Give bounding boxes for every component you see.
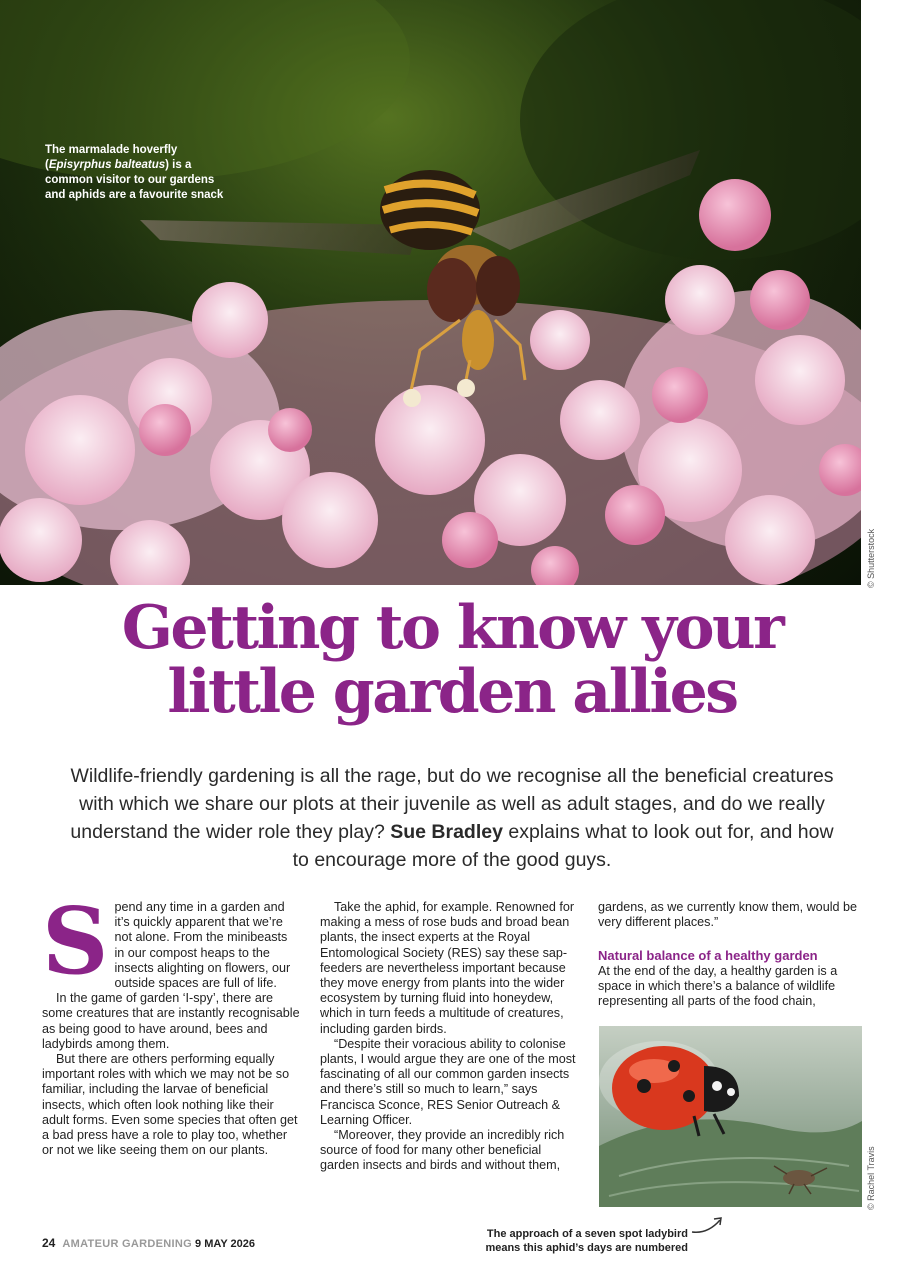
paragraph: gardens, as we currently know them, would be very different places.” bbox=[598, 900, 858, 930]
paragraph: At the end of the day, a healthy garden is a space in which there’s a balance of wildlife representing all parts of the food chain, bbox=[598, 963, 838, 1009]
author-name: Sue Bradley bbox=[390, 821, 503, 843]
hoverfly-illustration bbox=[0, 0, 861, 585]
page-footer bbox=[42, 1236, 255, 1250]
body-column-3 bbox=[598, 900, 863, 1009]
ladybird-photo-credit: © Rachel Travis bbox=[866, 1146, 876, 1210]
paragraph: Take the aphid, for example. Renowned for making a mess of rose buds and broad bean plants, the insect experts at the Royal Entomological Society (RES) say these sap-feeders are nevertheless important because they move energy from plants into the wider ecosystem by turning fluid into honeydew, which in turn feeds a multitude of creatures, including garden birds. bbox=[320, 900, 575, 1036]
subheading: Natural balance of a healthy garden bbox=[598, 948, 818, 964]
paragraph: Spend any time in a garden and it’s quickly apparent that we’re not alone. From the minibeasts in our compost heaps to the insects alighting on flowers, our outside spaces are full of life. bbox=[42, 887, 291, 995]
title-line: Getting to know your bbox=[121, 593, 783, 663]
paragraph: “Moreover, they provide an incredibly rich source of food for many other beneficial garden insects and birds and without them, bbox=[320, 1128, 565, 1173]
drop-cap: S bbox=[42, 887, 109, 995]
page-number: 24 bbox=[42, 1236, 56, 1250]
title-line: little garden allies bbox=[167, 657, 737, 727]
paragraph: In the game of garden ‘I-spy’, there are some creatures that are instantly recognisable as being good to have around, bees and ladybirds among them. bbox=[42, 991, 300, 1051]
ladybird-illustration bbox=[599, 1026, 862, 1207]
hero-caption-line: common visitor to our gardens bbox=[45, 174, 215, 186]
magazine-name: AMATEUR GARDENING bbox=[62, 1238, 192, 1250]
caption-line: means this aphid’s days are numbered bbox=[485, 1242, 688, 1254]
hero-caption-line: The marmalade hoverfly bbox=[45, 144, 178, 156]
ladybird-photo bbox=[599, 1026, 862, 1207]
standfirst-text: explains what to look out for, and how to encourage more of the good guys. bbox=[292, 821, 834, 871]
species-name: Episyrphus balteatus bbox=[48, 159, 166, 171]
paragraph: “Despite their voracious ability to colonise plants, I would argue they are one of the most fascinating of all our common garden insects and there’s still so much to learn,” says Francisca Sconce, RES Senior Outreach & Learning Officer. bbox=[320, 1036, 576, 1127]
hero-photo-credit: © Shutterstock bbox=[866, 528, 876, 588]
hero-caption-line: and aphids are a favourite snack bbox=[45, 189, 224, 201]
body-column-2 bbox=[320, 900, 580, 1174]
standfirst-text: Wildlife-friendly gardening is all the rage, but do we recognise all the beneficial creatures with which we share our plots at their juvenile as well as adult stages, and do we really understand the wider role they play? bbox=[70, 765, 834, 843]
ladybird-caption bbox=[460, 1227, 688, 1255]
issue-date: 9 MAY 2026 bbox=[195, 1238, 255, 1250]
caption-line: The approach of a seven spot ladybird bbox=[486, 1228, 688, 1240]
paragraph: But there are others performing equally important roles with which we may not be so familiar, including the larvae of beneficial insects, which often look nothing like their adult forms. Even some species that often get a bad press have a role to play too, whether or not we like seeing them on our plants. bbox=[42, 1052, 298, 1158]
curved-arrow-icon bbox=[690, 1214, 726, 1234]
hero-caption bbox=[45, 143, 245, 203]
standfirst bbox=[60, 762, 844, 874]
page-title bbox=[0, 593, 904, 727]
hero-photo bbox=[0, 0, 861, 585]
hero-caption-line: (Episyrphus balteatus) is a bbox=[45, 159, 192, 171]
body-column-1 bbox=[42, 887, 300, 1158]
